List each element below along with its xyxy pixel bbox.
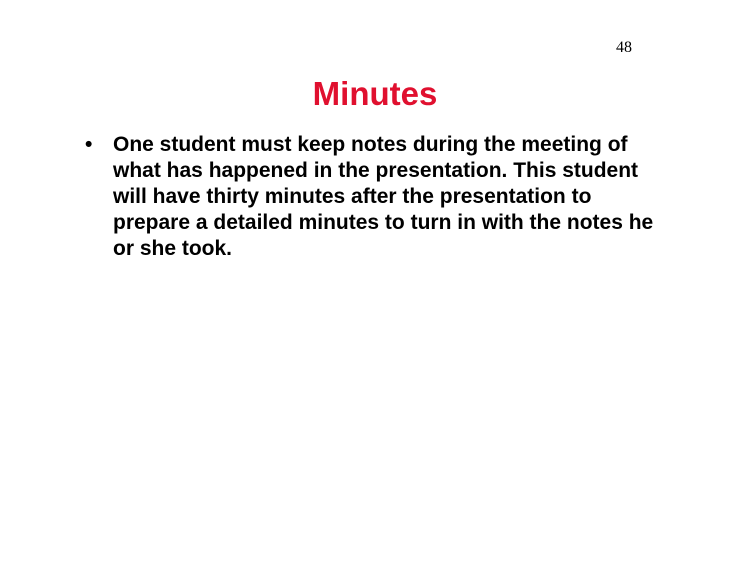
- bullet-item: [85, 132, 665, 262]
- bullet-marker: •: [85, 133, 93, 156]
- page-number: 48: [616, 39, 632, 56]
- bullet-list: [85, 132, 665, 262]
- bullet-text: One student must keep notes during the meeting of what has happened in the presentation. This student will have thirty minutes after the presentation to prepare a detailed minutes to turn in with the notes he or she took.: [113, 133, 654, 260]
- slide-title: Minutes: [312, 75, 438, 112]
